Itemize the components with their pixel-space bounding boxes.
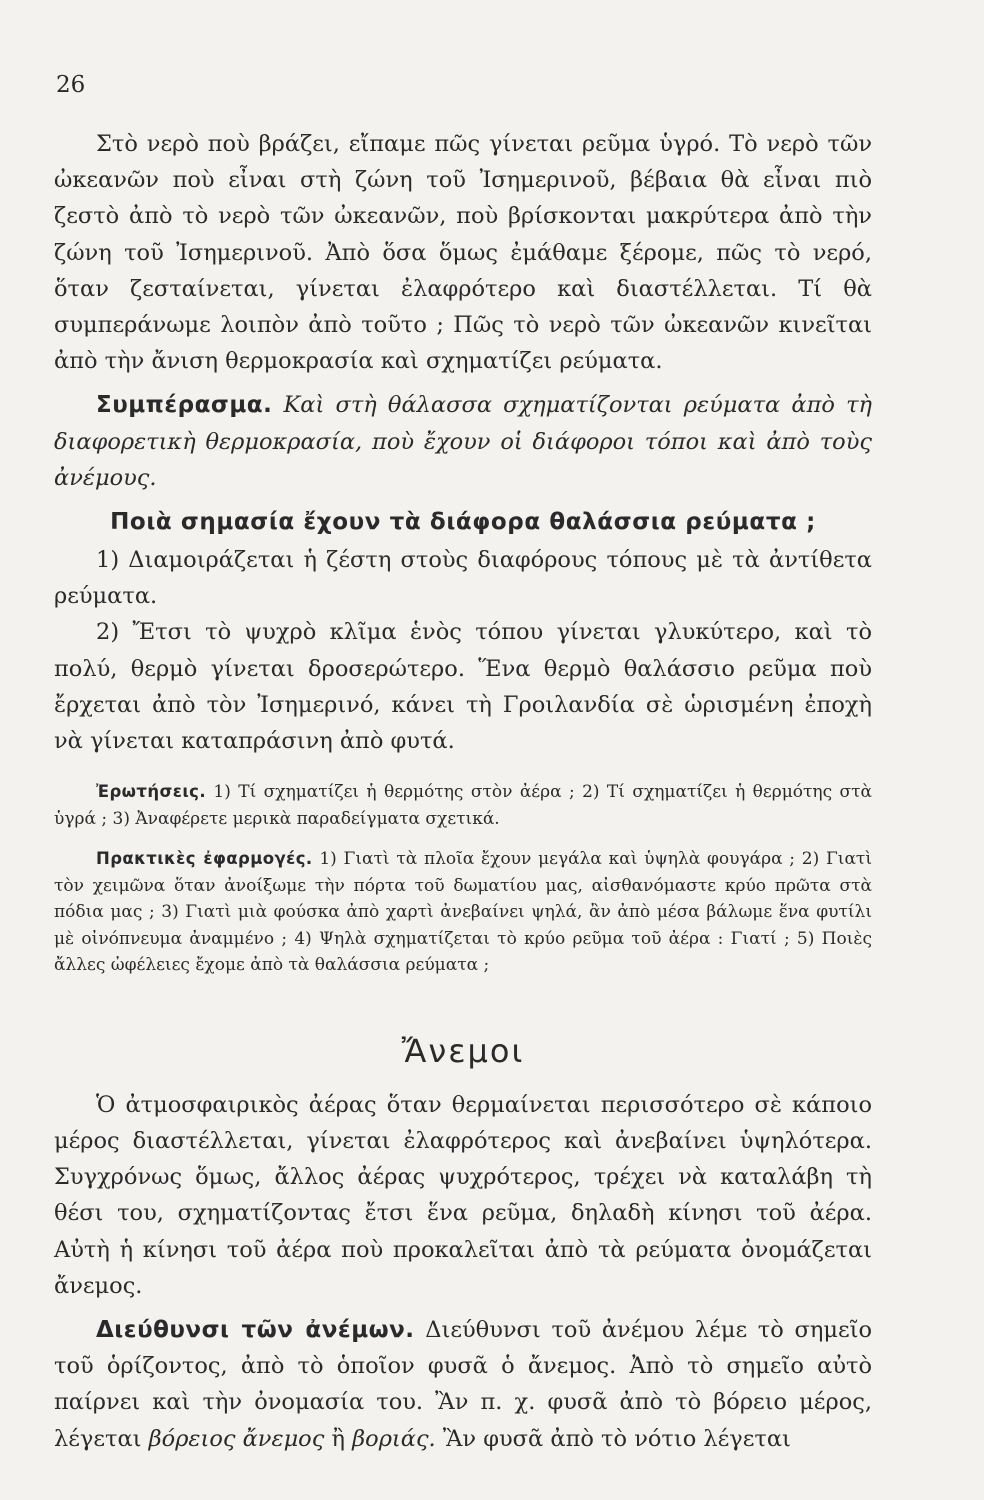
conclusion-text: Καὶ στὴ θάλασσα σχηματίζονται ρεύματα ἀπὸ τὴ διαφορετικὴ θερμοκρασία, ποὺ ἔχουν οἱ διάφοροι τόποι καὶ ἀπὸ τοὺς ἀνέμους.: [54, 392, 873, 491]
point-1: 1) Διαμοιράζεται ἡ ζέστη στοὺς διαφόρους τόπους μὲ τὰ ἀντίθετα ρεύματα.: [54, 547, 872, 610]
question-heading: Ποιὰ σημασία ἔχουν τὰ διάφορα θαλάσσια ρεύματα ;: [110, 509, 816, 536]
practical-label: Πρακτικὲς ἐφαρμογές.: [96, 849, 313, 869]
direction-label: Διεύθυνσι τῶν ἀνέμων.: [96, 1316, 415, 1343]
direction-text-2: ἢ: [331, 1425, 345, 1452]
direction-paragraph: [54, 1312, 872, 1457]
section-title: Ἄνεμοι: [401, 1031, 525, 1070]
practical-text: 1) Γιατὶ τὰ πλοῖα ἔχουν μεγάλα καὶ ὑψηλὰ φουγάρα ; 2) Γιατὶ τὸν χειμῶνα ὅταν ἀνοίξωμε τὴν πόρτα τοῦ δωματίου μας, αἰσθανόμαστε κρύο πρῶτα στὰ πόδια μας ; 3) Γιατὶ μιὰ φούσκα ἀπὸ χαρτὶ ἀνεβαίνει ψηλά, ἂν ἀπὸ μέσα βάλωμε ἕνα φυτίλι μὲ οἰνόπνευμα ἀναμμένο ; 4) Ψηλὰ σχηματίζεται τὸ κρύο ρεῦμα τοῦ ἀέρα : Γιατί ; 5) Ποιὲς ἄλλες ὠφέλειες ἔχομε ἀπὸ τὰ θαλάσσια ρεύματα ;: [54, 849, 872, 976]
direction-italic-1: βόρειος ἄνεμος: [148, 1425, 325, 1452]
winds-paragraph: Ὁ ἀτμοσφαιρικὸς ἀέρας ὅταν θερμαίνεται περισσότερο σὲ κάποιο μέρος διαστέλλεται, γίνεται ἐλαφρότερος καὶ ἀνεβαίνει ὑψηλότερα. Συγχρόνως ὅμως, ἄλλος ἀέρας ψυχρότερος, τρέχει νὰ καταλάβη τὴ θέσι του, σχηματίζοντας ἔτσι ἕνα ρεῦμα, δηλαδὴ κίνησι τοῦ ἀέρα. Αὐτὴ ἡ κίνησι τοῦ ἀέρα ποὺ προκαλεῖται ἀπὸ τὰ ρεύματα ὀνομάζεται ἄνεμος.: [54, 1091, 872, 1299]
questions-label: Ἐρωτήσεις.: [96, 782, 207, 802]
practical-paragraph: [54, 846, 872, 979]
page-number: 26: [56, 72, 86, 98]
intro-paragraph: Στὸ νερὸ ποὺ βράζει, εἴπαμε πῶς γίνεται ρεῦμα ὑγρό. Τὸ νερὸ τῶν ὠκεανῶν ποὺ εἶναι στὴ ζώνη τοῦ Ἰσημερινοῦ, βέβαια θὰ εἶναι πιὸ ζεστὸ ἀπὸ τὸ νερὸ τῶν ὠκεανῶν, ποὺ βρίσκονται μακρύτερα ἀπὸ τὴν ζώνη τοῦ Ἰσημερινοῦ. Ἀπὸ ὅσα ὅμως ἐμάθαμε ξέρομε, πῶς τὸ νερό, ὅταν ζεσταίνεται, γίνεται ἐλαφρότερο καὶ διαστέλλεται. Τί θὰ συμπεράνωμε λοιπὸν ἀπὸ τοῦτο ; Πῶς τὸ νερὸ τῶν ὠκεανῶν κινεῖται ἀπὸ τὴν ἄνιση θερμοκρασία καὶ σχηματίζει ρεύματα.: [54, 131, 872, 375]
direction-text-1: Διεύθυνσι τοῦ ἀνέμου λέμε τὸ σημεῖο τοῦ ὁρίζοντος, ἀπὸ τὸ ὁποῖον φυσᾶ ὁ ἄνεμος. Ἀπὸ τὸ σημεῖο αὐτὸ παίρνει καὶ τὴν ὀνομασία του. Ἂν π. χ. φυσᾶ ἀπὸ τὸ βόρειο μέρος, λέγεται: [54, 1316, 872, 1452]
point-2: 2) Ἔτσι τὸ ψυχρὸ κλῖμα ἑνὸς τόπου γίνεται γλυκύτερο, καὶ τὸ πολύ, θερμὸ γίνεται δροσερώτερο. Ἕνα θερμὸ θαλάσσιο ρεῦμα ποὺ ἔρχεται ἀπὸ τὸν Ἰσημερινό, κάνει τὴ Γροιλανδία σὲ ὡρισμένη ἐποχὴ νὰ γίνεται καταπράσινη ἀπὸ φυτά.: [54, 619, 872, 755]
direction-italic-2: βοριάς.: [352, 1425, 436, 1452]
conclusion-paragraph: [54, 387, 872, 496]
page-body: [54, 126, 872, 1457]
conclusion-label: Συμπέρασμα.: [96, 392, 273, 419]
direction-text-3: Ἂν φυσᾶ ἀπὸ τὸ νότιο λέγεται: [442, 1425, 791, 1452]
questions-text: 1) Τί σχηματίζει ἡ θερμότης στὸν ἀέρα ; 2) Τί σχηματίζει ἡ θερμότης στὰ ὑγρά ; 3) Ἀναφέρετε μερικὰ παραδείγματα σχετικά.: [54, 782, 872, 829]
questions-paragraph: [54, 779, 872, 832]
